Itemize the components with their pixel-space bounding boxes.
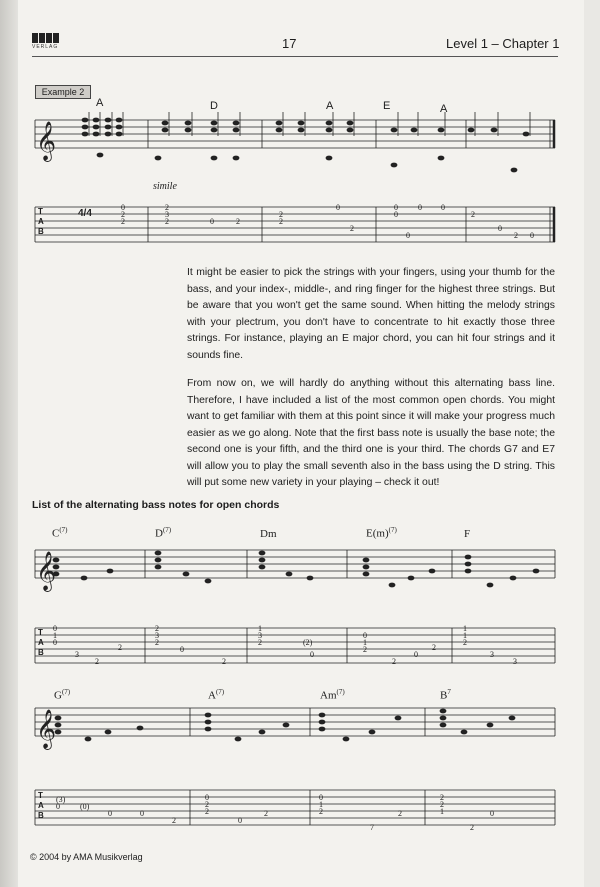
chord-list-staff-row1 (35, 550, 555, 663)
svg-text:3: 3 (155, 631, 159, 640)
svg-text:2: 2 (279, 217, 283, 226)
svg-text:0: 0 (336, 203, 340, 212)
svg-text:0: 0 (319, 793, 323, 802)
svg-text:2: 2 (118, 643, 122, 652)
svg-text:0: 0 (530, 231, 534, 240)
svg-text:2: 2 (432, 643, 436, 652)
svg-text:0: 0 (210, 217, 214, 226)
time-signature: 4/4 (78, 208, 92, 219)
svg-text:2: 2 (121, 217, 125, 226)
svg-text:0: 0 (441, 203, 445, 212)
svg-text:0: 0 (205, 793, 209, 802)
svg-text:0: 0 (56, 802, 60, 811)
svg-text:0: 0 (121, 203, 125, 212)
svg-text:3: 3 (165, 210, 169, 219)
svg-text:0: 0 (140, 809, 144, 818)
svg-text:2: 2 (350, 224, 354, 233)
chord-name: $A^{(7)}$ (208, 688, 225, 702)
simile-marking: simile (153, 181, 177, 192)
svg-text:(3): (3) (56, 795, 66, 804)
svg-text:1: 1 (53, 631, 57, 640)
chord-name: A (326, 100, 334, 112)
svg-text:2: 2 (258, 638, 262, 647)
tab-label-row1: T A B (38, 628, 44, 657)
svg-text:2: 2 (470, 823, 474, 832)
svg-text:2: 2 (155, 638, 159, 647)
svg-text:2: 2 (236, 217, 240, 226)
body-paragraph-1: It might be easier to pick the strings with your fingers, using your thumb for the bass, and your index-, middle-, and ring finger for the highest three strings. But be aware that you won't get the same sound. When hitting the melody strings with your plectrum, you don't have to concentrate to hit exactly those three strings. For instance, playing an E major chord, you can hit four strings and it sounds fine. (187, 267, 555, 361)
svg-text:0: 0 (53, 624, 57, 633)
svg-text:2: 2 (121, 210, 125, 219)
page-number: 17 (282, 36, 297, 51)
svg-text:1: 1 (258, 624, 262, 633)
example-staff (35, 120, 555, 242)
svg-text:2: 2 (398, 809, 402, 818)
svg-text:0: 0 (238, 816, 242, 825)
chord-name: Am$^{(7)}$ (320, 688, 345, 702)
svg-text:0: 0 (490, 809, 494, 818)
chord-name: Dm (260, 528, 277, 540)
svg-text:2: 2 (392, 657, 396, 666)
svg-text:2: 2 (205, 800, 209, 809)
svg-text:(0): (0) (80, 802, 90, 811)
svg-text:𝄞: 𝄞 (36, 123, 57, 160)
svg-text:0: 0 (394, 210, 398, 219)
chord-name: A (96, 97, 104, 109)
copyright-notice: © 2004 by AMA Musikverlag (30, 852, 143, 862)
chapter-title: Level 1 – Chapter 1 (446, 36, 560, 51)
svg-text:𝄞: 𝄞 (36, 711, 57, 748)
chord-name: D (210, 100, 218, 112)
svg-text:0: 0 (363, 631, 367, 640)
section-heading: List of the alternating bass notes for open chords (32, 499, 280, 511)
svg-text:0: 0 (108, 809, 112, 818)
svg-text:3: 3 (75, 650, 79, 659)
svg-text:2: 2 (172, 816, 176, 825)
svg-text:2: 2 (319, 807, 323, 816)
svg-text:2: 2 (463, 638, 467, 647)
chord-name: $C^{(7)}$ (52, 526, 68, 540)
chord-name: $D^{(7)}$ (155, 526, 172, 540)
svg-text:0: 0 (498, 224, 502, 233)
svg-text:3: 3 (513, 657, 517, 666)
svg-text:1: 1 (363, 638, 367, 647)
svg-text:2: 2 (165, 217, 169, 226)
svg-text:2: 2 (155, 624, 159, 633)
chord-name: $B^7$ (440, 688, 451, 702)
svg-text:2: 2 (471, 210, 475, 219)
chord-name: $G^{(7)}$ (54, 688, 71, 702)
svg-text:1: 1 (463, 631, 467, 640)
svg-text:0: 0 (53, 638, 57, 647)
svg-text:0: 0 (406, 231, 410, 240)
svg-text:2: 2 (363, 645, 367, 654)
svg-text:𝄞: 𝄞 (36, 553, 57, 590)
svg-text:2: 2 (205, 807, 209, 816)
svg-text:2: 2 (222, 657, 226, 666)
logo-subtext: VERLAG (32, 44, 59, 50)
chord-list-staff-row2 (35, 708, 555, 825)
svg-text:0: 0 (414, 650, 418, 659)
svg-text:7: 7 (370, 823, 374, 832)
svg-text:2: 2 (514, 231, 518, 240)
chord-name: A (440, 103, 448, 115)
svg-text:1: 1 (440, 807, 444, 816)
chord-name: $E(m)^{(7)}$ (366, 526, 397, 540)
svg-text:2: 2 (279, 210, 283, 219)
note-stems (89, 112, 530, 136)
body-paragraph-2: From now on, we will hardly do anything without this alternating bass line. Therefore, I have included a list of the most common open chords. You might want to get familiar with them at this point since it will make your progress much easier as we go along. Note that the first bass note is usually the base note; the second one is your fifth, and the third one is your third. The chords G7 and E7 will allow you to play the small seventh also in the bass using the D string. This will put some new variety in your playing – check it out! (187, 378, 555, 488)
svg-text:0: 0 (418, 203, 422, 212)
svg-text:2: 2 (264, 809, 268, 818)
svg-text:2: 2 (165, 203, 169, 212)
example-label: Example 2 (35, 85, 91, 99)
svg-text:1: 1 (463, 624, 467, 633)
svg-text:1: 1 (319, 800, 323, 809)
tab-label: T A B (38, 207, 44, 236)
svg-text:(2): (2) (303, 638, 313, 647)
svg-text:0: 0 (394, 203, 398, 212)
svg-text:0: 0 (180, 645, 184, 654)
chord-name: E (383, 100, 391, 112)
svg-text:3: 3 (258, 631, 262, 640)
svg-text:0: 0 (310, 650, 314, 659)
chord-name: F (464, 528, 471, 540)
svg-text:3: 3 (490, 650, 494, 659)
tab-label-row2: T A B (38, 791, 44, 820)
svg-text:2: 2 (440, 793, 444, 802)
svg-text:2: 2 (440, 800, 444, 809)
svg-text:2: 2 (95, 657, 99, 666)
